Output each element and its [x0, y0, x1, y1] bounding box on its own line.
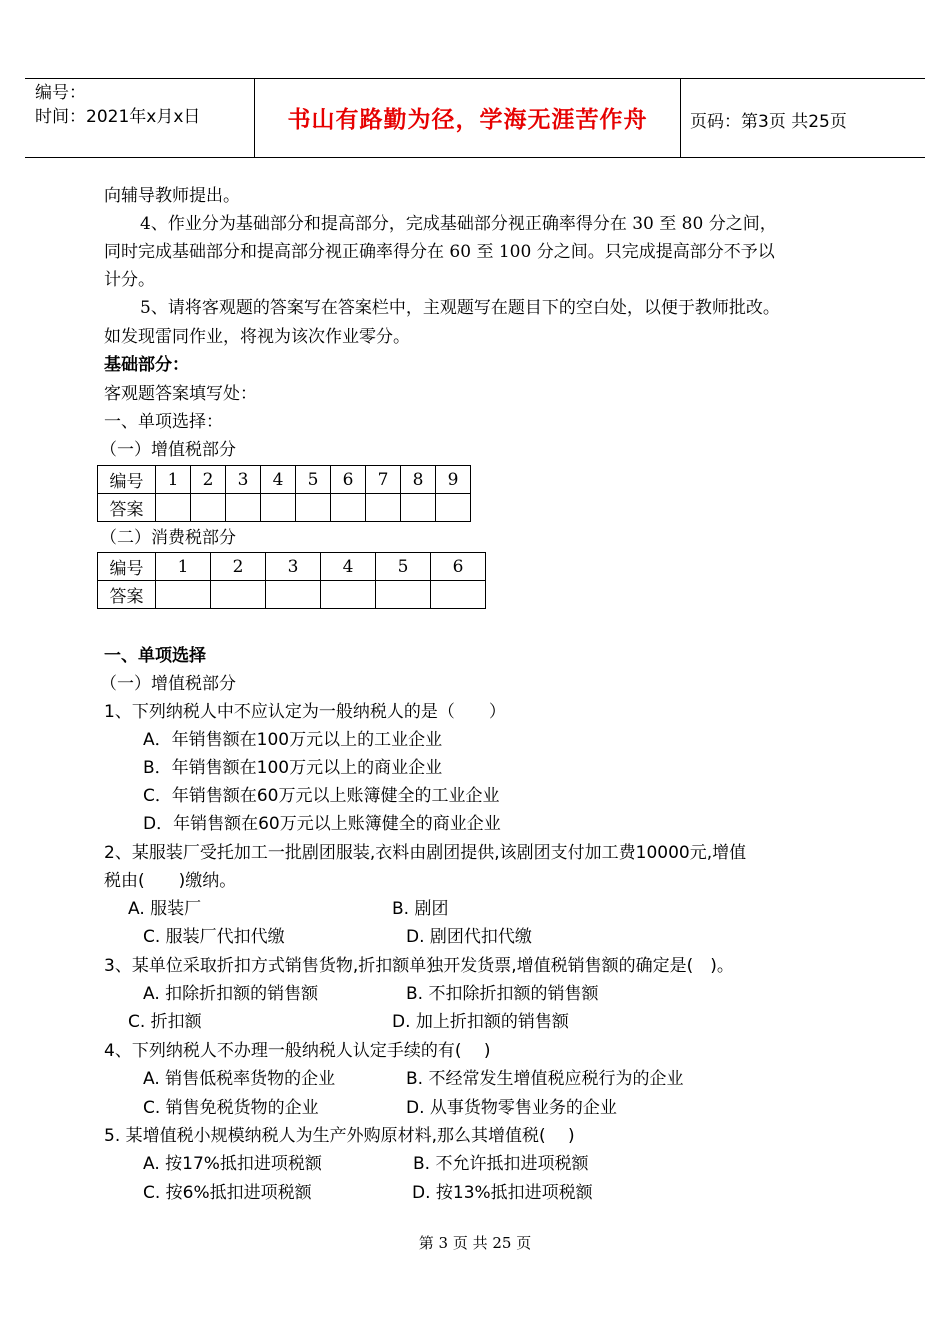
answer-cell[interactable]	[296, 494, 331, 522]
option-b: B. 不扣除折扣额的销售额	[406, 984, 599, 1004]
num-cell: 2	[211, 553, 266, 581]
single-choice-label: 一、单项选择：	[104, 412, 223, 432]
header-time: 时间：2021年x月x日	[35, 107, 201, 127]
intro-line: 如发现雷同作业，将视为该次作业零分。	[104, 327, 410, 347]
num-cell: 3	[266, 553, 321, 581]
option-d: D．年销售额在60万元以上账簿健全的商业企业	[143, 814, 501, 834]
num-label-cell: 编号	[98, 466, 156, 494]
option-a: A. 扣除折扣额的销售额	[143, 984, 319, 1004]
option-c: C. 按6%抵扣进项税额	[143, 1183, 312, 1203]
header-motto: 书山有路勤为径，学海无涯苦作舟	[287, 107, 648, 133]
table-row	[98, 553, 486, 581]
answer-cell[interactable]	[431, 581, 486, 609]
table-row	[98, 581, 486, 609]
option-a: A．年销售额在100万元以上的工业企业	[143, 730, 443, 750]
num-cell: 5	[296, 466, 331, 494]
num-cell: 1	[156, 553, 211, 581]
table-row	[98, 466, 471, 494]
num-cell: 8	[401, 466, 436, 494]
answer-cell[interactable]	[156, 581, 211, 609]
option-c: C．年销售额在60万元以上账簿健全的工业企业	[143, 786, 500, 806]
answer-cell[interactable]	[331, 494, 366, 522]
answer-cell[interactable]	[376, 581, 431, 609]
answer-cell[interactable]	[211, 581, 266, 609]
question-stem: 1、下列纳税人中不应认定为一般纳税人的是（ ）	[104, 702, 506, 722]
answer-cell[interactable]	[266, 581, 321, 609]
answer-cell[interactable]	[401, 494, 436, 522]
num-cell: 9	[436, 466, 471, 494]
option-d: D. 加上折扣额的销售额	[392, 1012, 569, 1032]
page-footer: 第 3 页 共 25 页	[418, 1234, 532, 1252]
question-stem: 4、下列纳税人不办理一般纳税人认定手续的有( )	[104, 1041, 491, 1061]
intro-line: 5、请将客观题的答案写在答案栏中，主观题写在题目下的空白处，以便于教师批改。	[140, 298, 780, 318]
num-cell: 6	[331, 466, 366, 494]
intro-line: 同时完成基础部分和提高部分视正确率得分在 60 至 100 分之间。只完成提高部分不予以	[104, 242, 775, 262]
option-d: D. 按13%抵扣进项税额	[412, 1183, 593, 1203]
option-c: C. 服装厂代扣代缴	[143, 927, 285, 947]
num-cell: 5	[376, 553, 431, 581]
answer-label-cell: 答案	[98, 581, 156, 609]
section-vat-label: （一）增值税部分	[100, 674, 236, 694]
num-cell: 7	[366, 466, 401, 494]
header-divider	[680, 79, 681, 157]
answer-cell[interactable]	[156, 494, 191, 522]
header-meta	[35, 81, 200, 129]
question-stem: 税由( )缴纳。	[104, 871, 237, 891]
answer-cell[interactable]	[191, 494, 226, 522]
num-cell: 4	[261, 466, 296, 494]
option-d: D. 剧团代扣代缴	[406, 927, 532, 947]
consumption-answer-table	[97, 552, 486, 609]
question-stem: 3、某单位采取折扣方式销售货物,折扣额单独开发货票,增值税销售额的确定是( )。	[104, 956, 734, 976]
answer-cell[interactable]	[366, 494, 401, 522]
option-b: B. 剧团	[392, 899, 449, 919]
option-c: C. 销售免税货物的企业	[143, 1098, 319, 1118]
num-cell: 4	[321, 553, 376, 581]
section-title: 一、单项选择	[104, 646, 206, 666]
question-stem: 5. 某增值税小规模纳税人为生产外购原材料,那么其增值税( )	[104, 1126, 575, 1146]
option-d: D. 从事货物零售业务的企业	[406, 1098, 617, 1118]
intro-line: 向辅导教师提出。	[104, 186, 240, 206]
answer-cell[interactable]	[436, 494, 471, 522]
num-label-cell: 编号	[98, 553, 156, 581]
num-cell: 2	[191, 466, 226, 494]
option-b: B. 不允许抵扣进项税额	[413, 1154, 589, 1174]
option-a: A. 按17%抵扣进项税额	[143, 1154, 322, 1174]
num-cell: 6	[431, 553, 486, 581]
option-a: A. 销售低税率货物的企业	[143, 1069, 336, 1089]
header-page-info: 页码：第3页 共25页	[690, 112, 847, 132]
page-header	[25, 78, 925, 158]
answer-cell[interactable]	[321, 581, 376, 609]
consumption-part-label: （二）消费税部分	[100, 528, 236, 548]
option-a: A. 服装厂	[128, 899, 202, 919]
num-cell: 3	[226, 466, 261, 494]
answer-label-cell: 答案	[98, 494, 156, 522]
num-cell: 1	[156, 466, 191, 494]
answer-cell[interactable]	[226, 494, 261, 522]
option-b: B. 不经常发生增值税应税行为的企业	[406, 1069, 684, 1089]
intro-line: 计分。	[104, 270, 155, 290]
basic-title: 基础部分：	[104, 355, 189, 375]
header-number: 编号：	[35, 83, 86, 103]
answer-cell[interactable]	[261, 494, 296, 522]
option-c: C. 折扣额	[128, 1012, 202, 1032]
vat-part-label: （一）增值税部分	[100, 440, 236, 460]
intro-line: 4、作业分为基础部分和提高部分，完成基础部分视正确率得分在 30 至 80 分之间，	[140, 214, 777, 234]
vat-answer-table	[97, 465, 471, 522]
table-row	[98, 494, 471, 522]
question-stem: 2、某服装厂受托加工一批剧团服装,衣料由剧团提供,该剧团支付加工费10000元,增值	[104, 843, 747, 863]
fill-here-label: 客观题答案填写处：	[104, 384, 257, 404]
option-b: B．年销售额在100万元以上的商业企业	[143, 758, 443, 778]
